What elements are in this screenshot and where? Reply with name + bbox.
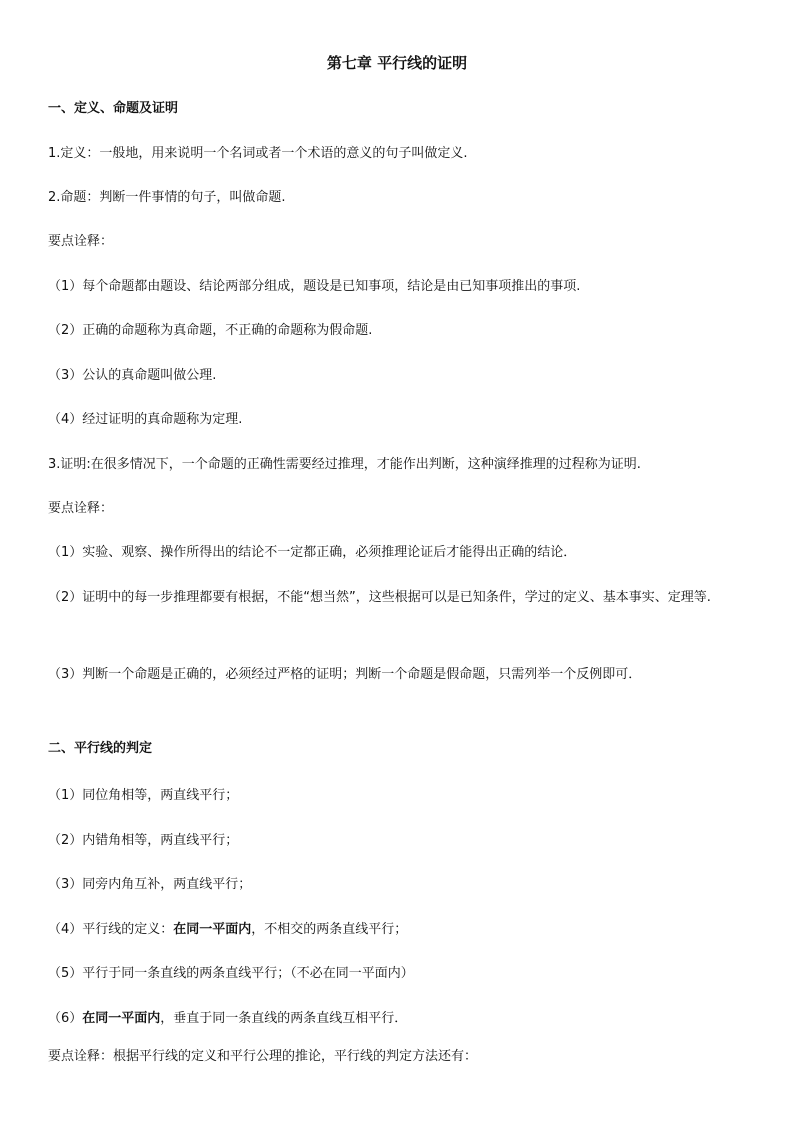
notes-paragraph: 要点诠释：根据平行线的定义和平行公理的推论，平行线的判定方法还有： — [48, 1049, 478, 1064]
proof-paragraph: 3.证明:在很多情况下，一个命题的正确性需要经过推理，才能作出判断，这种演绎推理的过程称为证明. — [48, 457, 641, 472]
criterion-item: （3）同旁内角互补，两直线平行； — [48, 877, 252, 892]
emphasis-text: 在同一平面内 — [82, 1011, 161, 1026]
criterion-item-6 — [48, 1009, 748, 1029]
note-item: （4）经过证明的真命题称为定理. — [48, 412, 243, 427]
section-2-heading: 二、平行线的判定 — [48, 741, 153, 756]
section-1-heading: 一、定义、命题及证明 — [48, 101, 179, 116]
notes-label-b: 要点诠释： — [48, 501, 114, 516]
criterion-text: （6） — [48, 1011, 83, 1026]
criterion-text: （4）平行线的定义： — [48, 922, 174, 937]
criterion-text: ，不相交的两条直线平行； — [251, 922, 408, 937]
criterion-item: （5）平行于同一条直线的两条直线平行；（不必在同一平面内） — [48, 966, 414, 981]
definition-paragraph: 1.定义：一般地，用来说明一个名词或者一个术语的意义的句子叫做定义. — [48, 146, 468, 161]
criterion-text: ，垂直于同一条直线的两条直线互相平行． — [160, 1011, 408, 1026]
proposition-paragraph: 2.命题：判断一件事情的句子，叫做命题. — [48, 190, 286, 205]
criterion-item-4 — [48, 920, 748, 940]
criterion-item: （1）同位角相等，两直线平行； — [48, 788, 239, 803]
note-item: （1）实验、观察、操作所得出的结论不一定都正确，必须推理论证后才能得出正确的结论． — [48, 545, 577, 560]
emphasis-text: 在同一平面内 — [173, 922, 252, 937]
note-item-wrapped: （2）证明中的每一步推理都要有根据，不能“想当然”，这些根据可以是已知条件，学过的定义、基本事实、定理等. — [48, 590, 711, 605]
chapter-title: 第七章 平行线的证明 — [326, 54, 468, 72]
note-item: （3）判断一个命题是正确的，必须经过严格的证明；判断一个命题是假命题，只需列举一个反例即可． — [48, 667, 642, 682]
criterion-item: （2）内错角相等，两直线平行； — [48, 833, 239, 848]
note-item: （3）公认的真命题叫做公理. — [48, 368, 217, 383]
note-item: （2）正确的命题称为真命题，不正确的命题称为假命题. — [48, 323, 373, 338]
note-item: （1）每个命题都由题设、结论两部分组成，题设是已知事项，结论是由已知事项推出的事项. — [48, 279, 581, 294]
notes-label-a: 要点诠释： — [48, 234, 114, 249]
